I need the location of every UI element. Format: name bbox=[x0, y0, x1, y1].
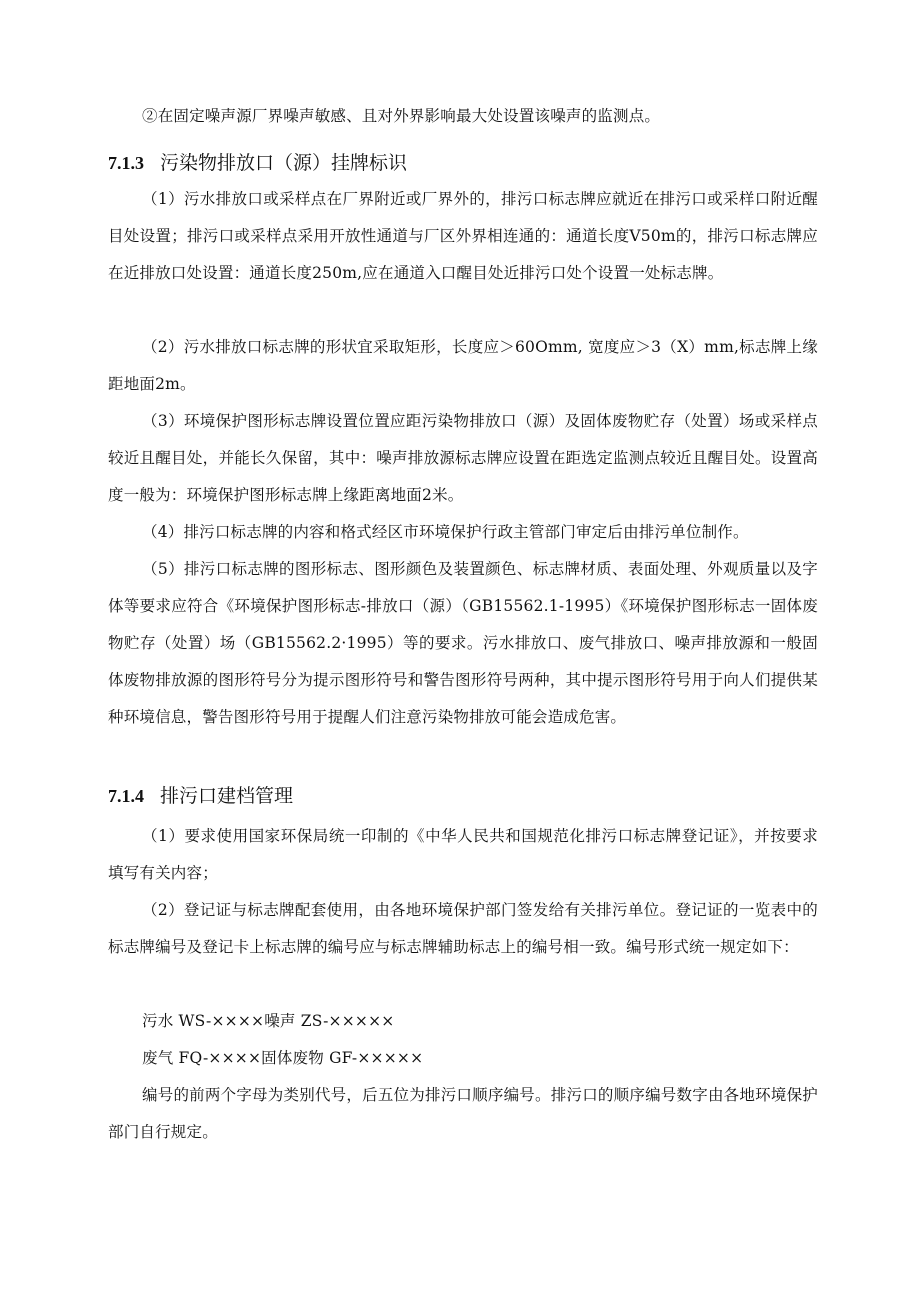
paragraph-item-5: （5）排污口标志牌的图形标志、图形颜色及装置颜色、标志牌材质、表面处理、外观质量以及字体等要求应符合《环境保护图形标志-排放口（源）（GB15562.1-1995）《环境保护图形标志一固体废物贮存（处置）场（GB15562.2·1995）等的要求。污水排放口、废气排放口、噪声排放源和一般固体废物排放源的图形符号分为提示图形符号和警告图形符号两种，其中提示图形符号用于向人们提供某种环境信息，警告图形符号用于提醒人们注意污染物排放可能会造成危害。 bbox=[108, 560, 818, 726]
paragraph-item-2: （2）污水排放口标志牌的形状宜采取矩形，长度应＞60Omm, 宽度应＞3（X）mm,标志牌上缘距地面2m。 bbox=[108, 338, 818, 393]
section-heading-7-1-3 bbox=[108, 145, 818, 180]
paragraph-item-4: （4）排污口标志牌的内容和格式经区市环境保护行政主管部门审定后由排污单位制作。 bbox=[142, 523, 749, 541]
paragraph-numbering-rule: 编号的前两个字母为类别代号，后五位为排污口顺序编号。排污口的顺序编号数字由各地环境保护部门自行规定。 bbox=[108, 1086, 818, 1141]
section-title: 污染物排放口（源）挂牌标识 bbox=[160, 152, 408, 174]
code-format-line-1: 污水 WS-××××噪声 ZS-××××× bbox=[142, 1012, 395, 1030]
paragraph-noise-monitoring: ②在固定噪声源厂界噪声敏感、且对外界影响最大处设置该噪声的监测点。 bbox=[142, 107, 661, 125]
paragraph-item-3: （3）环境保护图形标志牌设置位置应距污染物排放口（源）及固体废物贮存（处置）场或采样点较近且醒目处，并能长久保留，其中：噪声排放源标志牌应设置在距选定监测点较近且醒目处。设置高度一般为：环境保护图形标志牌上缘距离地面2米。 bbox=[108, 412, 818, 504]
section-heading-7-1-4 bbox=[108, 778, 818, 813]
section-number: 7.1.3 bbox=[108, 153, 144, 173]
paragraph-registration-1: （1）要求使用国家环保局统一印制的《中华人民共和国规范化排污口标志牌登记证》，并按要求填写有关内容； bbox=[108, 827, 818, 882]
section-title: 排污口建档管理 bbox=[160, 785, 294, 807]
code-format-line-2: 废气 FQ-××××固体废物 GF-××××× bbox=[142, 1049, 424, 1067]
section-number: 7.1.4 bbox=[108, 786, 144, 806]
paragraph-registration-2: （2）登记证与标志牌配套使用，由各地环境保护部门签发给有关排污单位。登记证的一览表中的标志牌编号及登记卡上标志牌的编号应与标志牌辅助标志上的编号相一致。编号形式统一规定如下： bbox=[108, 901, 818, 956]
paragraph-item-1: （1）污水排放口或采样点在厂界附近或厂界外的，排污口标志牌应就近在排污口或采样口附近醒目处设置；排污口或采样点采用开放性通道与厂区外界相连通的：通道长度V50m的，排污口标志牌应在近排放口处设置：通道长度250m,应在通道入口醒目处近排污口处个设置一处标志牌。 bbox=[108, 190, 818, 282]
